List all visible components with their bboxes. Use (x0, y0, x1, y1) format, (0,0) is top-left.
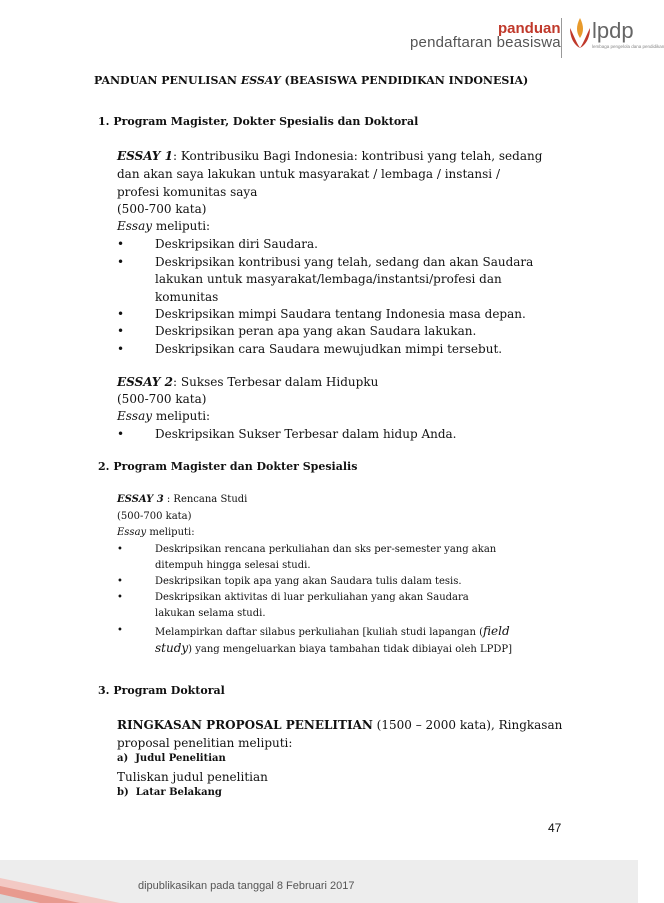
meliputi-text: meliputi: (146, 527, 195, 538)
ringkasan-rest: (1500 – 2000 kata), Ringkasan (372, 718, 563, 732)
lpdp-tagline: lembaga pengelola dana pendidikan (592, 44, 664, 49)
section3-heading: 3. Program Doktoral (98, 684, 225, 697)
footer-text: dipublikasikan pada tanggal 8 Februari 2017 (138, 880, 355, 892)
subitem-b-label: b) (117, 787, 129, 798)
essay1-meliputi (117, 218, 210, 235)
subitem-a-label: a) (117, 753, 129, 764)
essay1-words: (500-700 kata) (117, 202, 207, 216)
bullet-mark: • (117, 427, 125, 441)
essay1-text: : Kontribusiku Bagi Indonesia: kontribusi yang telah, sedang (173, 149, 543, 163)
essay3-line (117, 492, 247, 508)
meliputi-text: meliputi: (152, 409, 211, 423)
lpdp-logo-icon (566, 14, 594, 56)
page-number: 47 (548, 821, 562, 835)
bullet-text: Deskripsikan diri Saudara. (155, 237, 318, 251)
section1-heading: 1. Program Magister, Dokter Spesialis dan Doktoral (98, 115, 419, 128)
bullet-mark: • (117, 342, 125, 356)
bullet-mark: • (117, 576, 123, 587)
bullet-mark: • (117, 544, 123, 555)
bullet-mark: • (117, 307, 125, 321)
bullet-text (155, 623, 510, 641)
bullet-mark: • (117, 237, 125, 251)
page-title (94, 74, 528, 87)
subitem-b (117, 787, 222, 798)
essay3-meliputi (117, 525, 195, 541)
subitem-a-text: Judul Penelitian (135, 753, 226, 764)
essay1-line2: dan akan saya lakukan untuk masyarakat / lembaga / instansi / (117, 167, 500, 181)
essay2-meliputi (117, 408, 210, 425)
subitem-b-text: Latar Belakang (135, 787, 222, 798)
essay2-label: ESSAY 2 (117, 375, 174, 389)
tuliskan-line: Tuliskan judul penelitian (117, 770, 268, 784)
ringkasan-line1 (117, 717, 562, 734)
bullet-text-part: Melampirkan daftar silabus perkuliahan [kuliah studi lapangan ( (155, 627, 484, 638)
essay1-line1 (117, 148, 542, 165)
bullet-text-field: field (483, 624, 510, 638)
title-pre: PANDUAN PENULISAN (94, 74, 241, 87)
essay3-text: : Rencana Studi (163, 494, 248, 505)
lpdp-brand: lpdp (592, 18, 634, 43)
bullet-mark: • (117, 255, 125, 269)
bullet-mark: • (117, 324, 125, 338)
ringkasan-bold: RINGKASAN PROPOSAL PENELITIAN (117, 718, 373, 732)
bullet-text: lakukan untuk masyarakat/lembaga/instantsi/profesi dan (155, 272, 502, 286)
meliputi-text: meliputi: (152, 219, 211, 233)
bullet-text: komunitas (155, 290, 219, 304)
meliputi-em: Essay (117, 527, 147, 538)
essay2-text: : Sukses Terbesar dalam Hidupku (173, 375, 379, 389)
bullet-text-part: ) yang mengeluarkan biaya tambahan tidak dibiayai oleh LPDP] (188, 644, 513, 655)
essay3-words: (500-700 kata) (117, 511, 192, 522)
subitem-a (117, 753, 226, 764)
title-em: ESSAY (240, 74, 281, 87)
essay2-line (117, 374, 378, 391)
section2-heading: 2. Program Magister dan Dokter Spesialis (98, 460, 358, 473)
bullet-text: Deskripsikan rencana perkuliahan dan sks per-semester yang akan (155, 544, 497, 555)
essay2-words: (500-700 kata) (117, 392, 207, 406)
title-post: (BEASISWA PENDIDIKAN INDONESIA) (280, 74, 529, 87)
bullet-text-study: study (155, 641, 189, 655)
bullet-text: Deskripsikan mimpi Saudara tentang Indonesia masa depan. (155, 307, 526, 321)
header-panduan: panduan (498, 20, 561, 37)
bullet-text (155, 640, 512, 658)
bullet-text: Deskripsikan kontribusi yang telah, sedang dan akan Saudara (155, 255, 534, 269)
ringkasan-line2: proposal penelitian meliputi: (117, 736, 293, 750)
bullet-text: lakukan selama studi. (155, 608, 266, 619)
meliputi-em: Essay (117, 409, 153, 423)
bullet-text: Deskripsikan aktivitas di luar perkuliahan yang akan Saudara (155, 592, 469, 603)
bullet-mark: • (117, 592, 123, 603)
bullet-mark: • (117, 625, 123, 636)
essay1-line3: profesi komunitas saya (117, 185, 258, 199)
essay3-label: ESSAY 3 (117, 494, 164, 505)
bullet-text: Deskripsikan peran apa yang akan Saudara lakukan. (155, 324, 477, 338)
bullet-text: Deskripsikan topik apa yang akan Saudara tulis dalam tesis. (155, 576, 462, 587)
meliputi-em: Essay (117, 219, 153, 233)
bullet-text: Deskripsikan Sukser Terbesar dalam hidup Anda. (155, 427, 457, 441)
bullet-text: ditempuh hingga selesai studi. (155, 560, 311, 571)
bullet-text: Deskripsikan cara Saudara mewujudkan mimpi tersebut. (155, 342, 503, 356)
essay1-label: ESSAY 1 (117, 149, 174, 163)
header-subtitle: pendaftaran beasiswa (410, 34, 561, 51)
header-divider (561, 18, 562, 58)
